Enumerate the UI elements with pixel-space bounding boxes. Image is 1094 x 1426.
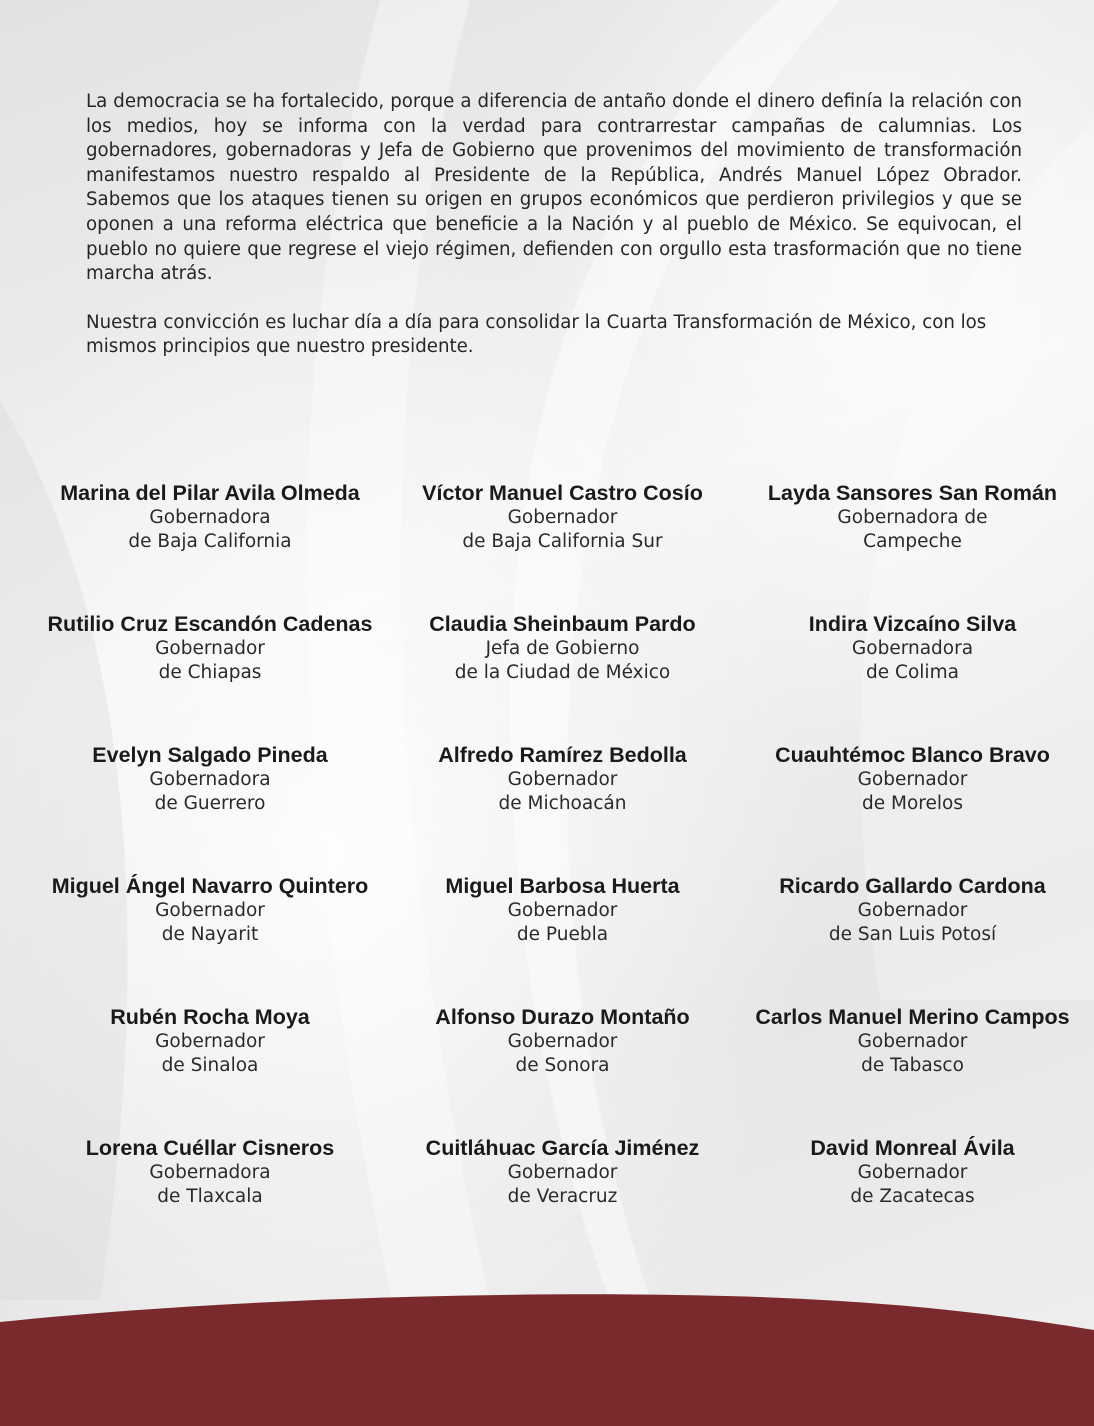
signatory-role: Gobernador <box>857 769 968 790</box>
statement-paragraph: Nuestra convicción es luchar día a día para consolidar la Cuarta Transformación de México, con los mismos principios que nuestro presidente. <box>86 311 987 358</box>
signatory <box>390 1135 735 1266</box>
signatory-name: Víctor Manuel Castro Cosío <box>422 481 703 505</box>
signatory-name: Alfonso Durazo Montaño <box>435 1005 690 1029</box>
signatory-state: de Guerrero <box>154 792 266 814</box>
signatory-name: Miguel Ángel Navarro Quintero <box>51 874 369 898</box>
signatory-name: David Monreal Ávila <box>810 1136 1015 1160</box>
signatory <box>735 873 1090 1004</box>
signatory-state: de Sinaloa <box>161 1054 259 1076</box>
signatory-role: Gobernador <box>507 900 618 921</box>
signatory <box>390 480 735 611</box>
statement-paragraph: La democracia se ha fortalecido, porque a diferencia de antaño donde el dinero definía la relación con los medios, hoy se informa con la verdad para contrarrestar campañas de calumnias. Los gobernadores, gobernadoras y Jefa de Gobierno que provenimos del movimiento de transformación manifestamos nuestro respaldo al Presidente de la República, Andrés Manuel López Obrador. Sabemos que los ataques tienen su origen en grupos económicos que perdieron privilegios y que se oponen a una reforma eléctrica que beneficie a la Nación y al pueblo de México. Se equivocan, el pueblo no quiere que regrese el viejo régimen, defienden con orgullo esta trasformación que no tiene marcha atrás. <box>86 91 1022 285</box>
signatory-role: Gobernador <box>507 1162 618 1183</box>
signatory-name: Cuitláhuac García Jiménez <box>425 1136 700 1160</box>
signatory-state: de Morelos <box>862 792 963 814</box>
signatory-role: Gobernadora <box>149 769 271 790</box>
signatory <box>735 1135 1090 1266</box>
signatory-state: de Puebla <box>516 923 609 945</box>
signatory-role: Gobernador <box>507 1031 618 1052</box>
signatory-role: Jefa de Gobierno <box>485 638 640 659</box>
signatory-role: Gobernadora <box>149 1162 271 1183</box>
signatory <box>735 742 1090 873</box>
signatory <box>30 1135 390 1266</box>
signatory-role: Gobernadora <box>851 638 974 659</box>
signatory-state: de la Ciudad de México <box>454 661 671 683</box>
signatory-name: Marina del Pilar Avila Olmeda <box>60 481 360 505</box>
signatory-name: Carlos Manuel Merino Campos <box>755 1005 1070 1029</box>
signatory-role: Gobernadora de <box>837 507 988 528</box>
signatory-state: Campeche <box>863 530 962 552</box>
signatory-state: de Veracruz <box>507 1185 618 1207</box>
signatory <box>30 480 390 611</box>
signatory-name: Alfredo Ramírez Bedolla <box>438 743 687 767</box>
signatory <box>735 1004 1090 1135</box>
signatory-name: Layda Sansores San Román <box>767 481 1058 505</box>
signatory-state: de Chiapas <box>158 661 262 683</box>
signatory-state: de Zacatecas <box>850 1185 975 1207</box>
signatory-name: Lorena Cuéllar Cisneros <box>85 1136 335 1160</box>
signatories-grid <box>30 480 1090 1266</box>
signatory <box>390 611 735 742</box>
signatory-state: de San Luis Potosí <box>828 923 997 945</box>
signatory-name: Miguel Barbosa Huerta <box>445 874 680 898</box>
signatory-role: Gobernador <box>155 900 265 921</box>
signatory-state: de Sonora <box>515 1054 610 1076</box>
signatory <box>390 1004 735 1135</box>
signatory-role: Gobernador <box>507 507 618 528</box>
signatory <box>390 742 735 873</box>
signatory-role: Gobernador <box>155 1031 265 1052</box>
signatory <box>735 611 1090 742</box>
signatory-name: Indira Vizcaíno Silva <box>808 612 1017 636</box>
statement-text <box>86 90 1022 384</box>
signatory-state: de Tabasco <box>861 1054 964 1076</box>
signatory-role: Gobernador <box>507 769 618 790</box>
signatory-role: Gobernador <box>857 1162 968 1183</box>
signatory-state: de Michoacán <box>498 792 627 814</box>
signatory-name: Ricardo Gallardo Cardona <box>779 874 1046 898</box>
signatory-role: Gobernadora <box>149 507 271 528</box>
signatory-role: Gobernador <box>155 638 265 659</box>
signatory-name: Claudia Sheinbaum Pardo <box>429 612 696 636</box>
signatory-state: de Colima <box>866 661 959 683</box>
signatory <box>30 873 390 1004</box>
signatory-name: Evelyn Salgado Pineda <box>92 743 328 767</box>
signatory <box>735 480 1090 611</box>
signatory-name: Rubén Rocha Moya <box>110 1005 310 1029</box>
signatory-state: de Nayarit <box>161 923 259 945</box>
signatory-name: Cuauhtémoc Blanco Bravo <box>775 743 1050 767</box>
signatory-name: Rutilio Cruz Escandón Cadenas <box>47 612 373 636</box>
signatory-state: de Baja California Sur <box>462 530 663 552</box>
signatory <box>30 1004 390 1135</box>
signatory <box>30 611 390 742</box>
signatory-role: Gobernador <box>857 1031 968 1052</box>
signatory <box>390 873 735 1004</box>
signatory-state: de Baja California <box>128 530 292 552</box>
signatory-role: Gobernador <box>857 900 968 921</box>
signatory-state: de Tlaxcala <box>157 1185 263 1207</box>
footer-band-shape <box>0 1294 1094 1426</box>
signatory <box>30 742 390 873</box>
